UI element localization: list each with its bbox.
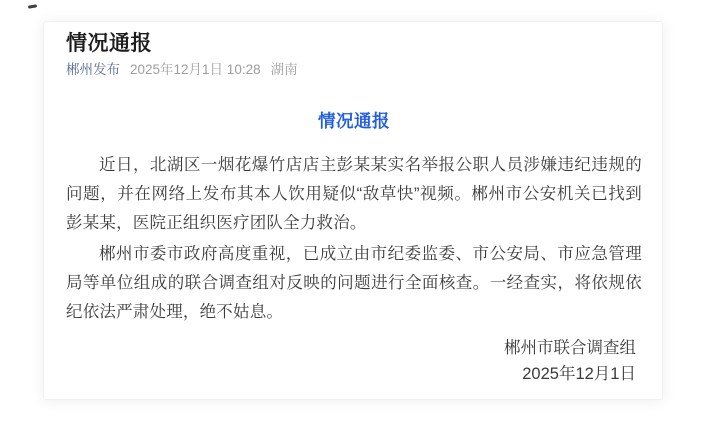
signature-block	[66, 335, 642, 387]
article-paragraph-2: 郴州市委市政府高度重视，已成立由市纪委监委、市公安局、市应急管理局等单位组成的联合调查组对反映的问题进行全面核查。一经查实，将依规依纪依法严肃处理，绝不姑息。	[66, 245, 642, 321]
signature-org: 郴州市联合调查组	[504, 339, 636, 357]
article-meta	[66, 60, 642, 79]
publish-datetime: 2025年12月1日 10:28	[130, 62, 261, 77]
account-name-link[interactable]: 郴州发布	[66, 62, 120, 77]
article-heading: 情况通报	[318, 111, 390, 131]
article-card	[43, 21, 663, 400]
region-label: 湖南	[270, 62, 298, 77]
page-title: 情况通报	[66, 32, 152, 55]
signature-date: 2025年12月1日	[522, 365, 636, 383]
stray-mark	[28, 4, 37, 9]
article-paragraph-1: 近日，北湖区一烟花爆竹店店主彭某某实名举报公职人员涉嫌违纪违规的问题，并在网络上发布其本人饮用疑似“敌草快”视频。郴州市公安机关已找到彭某某，医院正组织医疗团队全力救治。	[66, 156, 642, 232]
